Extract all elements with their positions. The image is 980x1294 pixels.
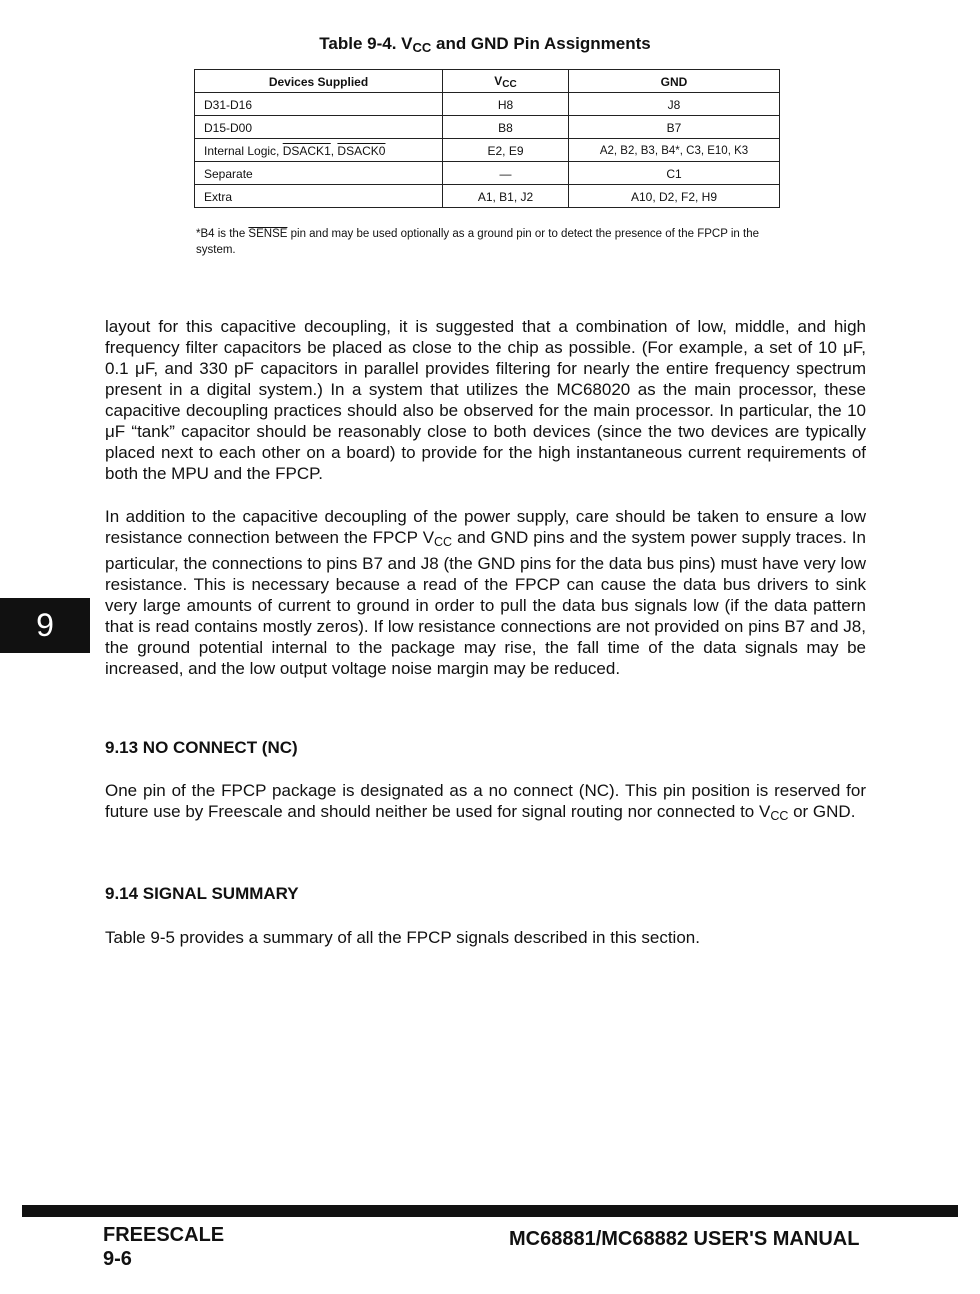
vcc-cell: H8 [443,93,569,116]
device-cell: D31-D16 [195,93,443,116]
device-cell: Separate [195,162,443,185]
device-cell: D15-D00 [195,116,443,139]
gnd-cell: C1 [569,162,780,185]
table-row [195,116,780,139]
footer-manual-title: MC68881/MC68882 USER'S MANUAL [509,1228,860,1250]
vcc-cell: A1, B1, J2 [443,185,569,208]
table-header-row [195,70,780,93]
table-row [195,162,780,185]
vcc-cell: E2, E9 [443,139,569,162]
table-caption: Table 9-4. $V_{CC}$ and GND Pin Assignments [319,34,651,55]
header-gnd: GND [569,70,780,93]
body-paragraph-decoupling: layout for this capacitive decoupling, it is suggested that a combination of low, middle, and high frequency filter capacitors be placed as close to the chip as possible. (For example, a set of 10 μF, 0.1 μF, and 330 pF capacitors in parallel provides filtering for nearly the entire frequency spectrum present in a digital system.) In a system that utilizes the MC68020 as the main processor, these capacitive decoupling practices should also be observed for the main processor. In particular, the 10 μF “tank” capacitor should be reasonably close to both devices (since the two devices are typically placed next to each other on a board) to provide for the high instantaneous current requirements of both the MPU and the FPCP. [105,317,866,483]
vcc-cell: B8 [443,116,569,139]
header-devices: Devices Supplied [195,70,443,93]
table-row [195,185,780,208]
table-row [195,139,780,162]
gnd-cell: A2, B2, B3, B4*, C3, E10, K3 [569,139,780,162]
gnd-cell: A10, D2, F2, H9 [569,185,780,208]
footer-brand: FREESCALE [103,1224,225,1246]
gnd-cell: J8 [569,93,780,116]
table-footnote: *B4 is the SENSE pin and may be used optionally as a ground pin or to detect the presence of the FPCP in the system. [196,228,760,256]
device-cell: Extra [195,185,443,208]
pin-assignment-table [194,69,780,208]
header-vcc: VCC [443,70,569,93]
body-paragraph-no-connect: One pin of the FPCP package is designated as a no connect (NC). This pin position is reserved for future use by Freescale and should neither be used for signal routing nor connected to $V_{CC}$ or GND. [105,781,866,823]
table-row [195,93,780,116]
body-paragraph-resistance: In addition to the capacitive decoupling of the power supply, care should be taken to ensure a low resistance connection between the FPCP $V_{CC}$ and GND pins and the system power supply traces. In particular, the connections to pins B7 and J8 (the GND pins for the data bus pins) must have very low resistance. This is necessary because a read of the FPCP can cause the data bus drivers to sink very large amounts of current to ground in order to pull the data bus signals low (if the data pattern that is read contains mostly zeros). If low resistance connections are not provided on pins B7 and J8, the ground potential internal to the package may rise, the fall time of the data signals may be increased, and the low output voltage noise margin may be reduced. [105,507,866,678]
footer-page-number: 9-6 [103,1248,132,1270]
section-heading-no-connect: 9.13 NO CONNECT (NC) [105,738,298,757]
section-tab-marker: 9 [0,598,90,653]
vcc-cell: — [443,162,569,185]
body-paragraph-signal-summary: Table 9-5 provides a summary of all the FPCP signals described in this section. [105,928,700,947]
footer-rule [22,1205,958,1217]
section-heading-signal-summary: 9.14 SIGNAL SUMMARY [105,884,299,903]
device-cell: Internal Logic, DSACK1, DSACK0 [195,139,443,162]
gnd-cell: B7 [569,116,780,139]
